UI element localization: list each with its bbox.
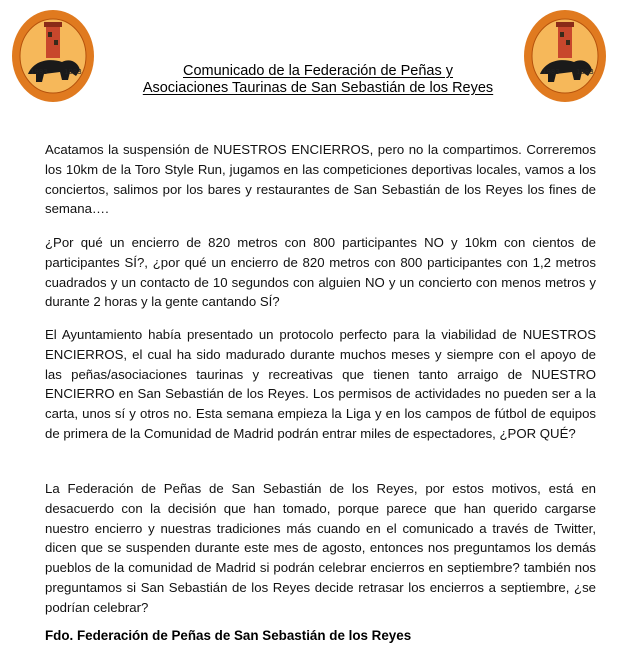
federation-seal-icon <box>10 8 96 104</box>
document-title <box>128 63 508 97</box>
year-right-text: 1983 <box>576 68 594 76</box>
paragraph-protocol: El Ayuntamiento había presentado un protocolo perfecto para la viabilidad de NUESTROS ENCIERROS, el cual ha sido madurado durante muchos meses y siempre con el apoyo de las peñas/asociaciones taurinas y recreativas que tienen tanto arraigo de NUESTRO ENCIERRO en San Sebastián de los Reyes. Los permisos de actividades no pueden ser a la carta, unos sí y otros no. Esta semana empieza la Liga y en los campos de fútbol de equipos de primera de la Comunidad de Madrid podrán entrar miles de espectadores, ¿POR QUÉ? <box>45 327 596 441</box>
title-line-1: Comunicado de la Federación de Peñas y <box>182 63 454 79</box>
year-left-text: 1983 <box>30 68 48 76</box>
paragraph-disagreement: La Federación de Peñas de San Sebastián de los Reyes, por estos motivos, está en desacuerdo con la decisión que han tomado, porque parece que han querido cargarse nuestro encierro y nuestras tradiciones más cuando en el comunicado a través de Twitter, dicen que se suspenden durante este mes de agosto, entonces nos preguntamos los demás pueblos de la comunidad de Madrid si podrán celebrar encierros en septiembre? también nos preguntamos si San Sebastián de los Reyes decide retrasar los encierros a septiembre, ¿se podrían celebrar? <box>45 481 596 615</box>
title-line-2: Asociaciones Taurinas de San Sebastián de los Reyes <box>142 80 494 96</box>
signature: Fdo. Federación de Peñas de San Sebastián de los Reyes <box>45 628 412 643</box>
federation-seal-icon <box>522 8 608 104</box>
year-right-text: 1983 <box>64 68 82 76</box>
federation-logo-right <box>522 8 608 104</box>
federation-logo-left <box>10 8 96 104</box>
paragraph-questions: ¿Por qué un encierro de 820 metros con 800 participantes NO y 10km con cientos de participantes SÍ?, ¿por qué un encierro de 820 metros con 800 participantes con 1,2 metros cuadrados y un contacto de 10 segundos con alguien NO y un concierto con menos metros y durante 2 horas y la gente cantando SÍ? <box>45 235 596 310</box>
year-left-text: 1983 <box>542 68 560 76</box>
paragraph-suspension: Acatamos la suspensión de NUESTROS ENCIERROS, pero no la compartimos. Correremos los 10km de la Toro Style Run, jugamos en las competiciones deportivas locales, vamos a los conciertos, salimos por los bares y restaurantes de San Sebastián de los Reyes los fines de semana…. <box>45 142 596 217</box>
